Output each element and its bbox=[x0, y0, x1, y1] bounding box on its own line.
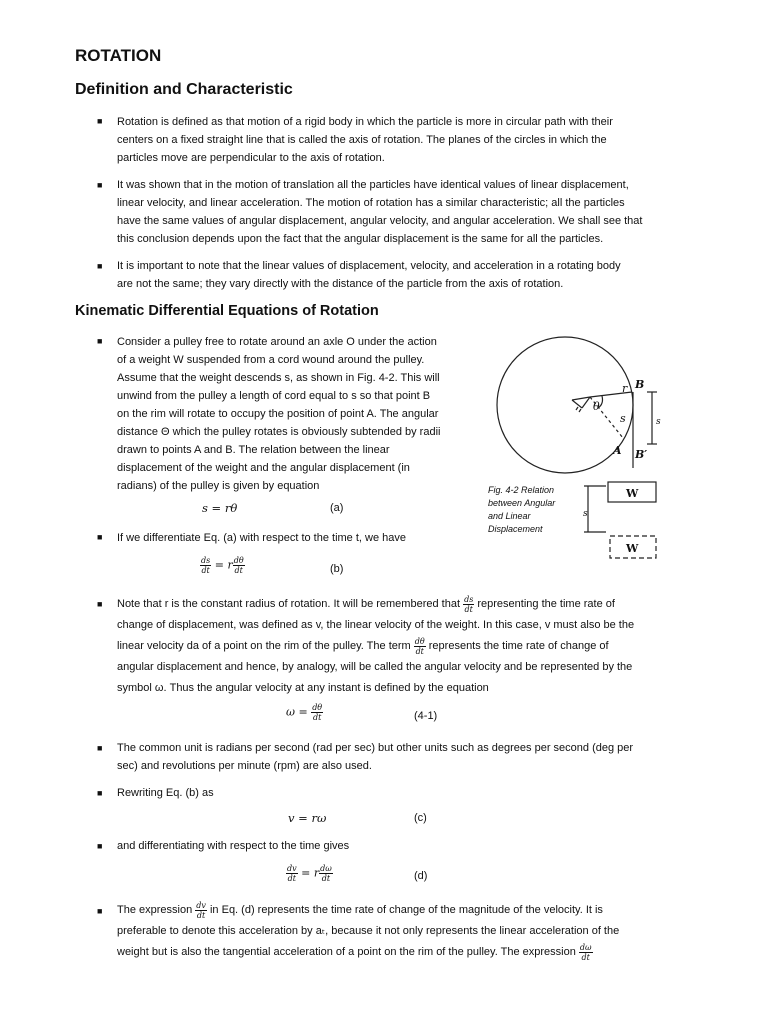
equation-d: $\frac{dv}{dt}$ = r $\frac{d\omega}{dt}$ bbox=[287, 864, 332, 883]
caption-line: and Linear bbox=[488, 511, 531, 521]
equation-4-1: ω = $\frac{d\theta}{dt}$ bbox=[286, 703, 323, 722]
section-heading-definition: Definition and Characteristic bbox=[75, 81, 293, 98]
text-line: radians) of the pulley is given by equation bbox=[117, 480, 320, 492]
equation-a-label: (a) bbox=[330, 502, 344, 514]
label-theta: θ bbox=[593, 400, 600, 413]
axle-support bbox=[572, 397, 590, 400]
text-line: Assume that the weight descends s, as shown in Fig. 4-2. This will bbox=[117, 372, 440, 384]
text-line: this conclusion depends upon the fact that the angular displacement is the same for all the particles. bbox=[117, 233, 604, 245]
text-line: of a weight W suspended from a cord wound around the pulley. bbox=[117, 354, 425, 366]
text-line: angular displacement and hence, by analogy, will be called the angular velocity and be represented by the bbox=[117, 661, 633, 673]
text-line: represents the time rate of change of bbox=[428, 640, 609, 652]
text-line: on the rim will rotate to occupy the position of point A. The angular bbox=[117, 408, 439, 420]
paragraph-definition bbox=[117, 113, 613, 167]
text-line: are not the same; they vary directly with the distance of the particle from the axis of rotation. bbox=[117, 278, 564, 290]
paragraph-rewriting: Rewriting Eq. (b) as bbox=[117, 787, 214, 799]
label-A: A bbox=[613, 444, 622, 457]
text-line: representing the time rate of bbox=[477, 598, 615, 610]
paragraph-note-radius: Note that r is the constant radius of rotation. It will be remembered that $\frac{ds}{dt}$ representing the time rate of change of displacement, was defined as v, the linear velocity of the weight. In this case, v must also be the linear velocity da of a point on the rim of the pulley. The term $\frac{d\theta}{dt}$ represents the time rate of change of angular displacement and hence, by analogy, will be called the angular velocity and be represented by the symbol ω. Thus the angular velocity at any instant is defined by the equation bbox=[117, 594, 634, 699]
equation-d-label: (d) bbox=[414, 870, 428, 882]
caption-line: Displacement bbox=[488, 524, 543, 534]
caption-line: between Angular bbox=[488, 498, 556, 508]
text-line: symbol ω. Thus the angular velocity at any instant is defined by the equation bbox=[117, 682, 489, 694]
text-line: in Eq. (d) represents the time rate of change of the magnitude of the velocity. It is bbox=[209, 904, 603, 916]
paragraph-pulley bbox=[117, 333, 440, 495]
text-line: distance Θ which the pulley rotates is obviously subtended by radii bbox=[117, 426, 441, 438]
page-title: ROTATION bbox=[75, 46, 162, 65]
paragraph-translation bbox=[117, 176, 642, 248]
bullet-marker: ■ bbox=[97, 906, 103, 916]
text-line: Rotation is defined as that motion of a rigid body in which the particle is more in circular path with their bbox=[117, 116, 613, 128]
text-line: change of displacement, was defined as v, the linear velocity of the weight. In this case, v must also be the bbox=[117, 619, 635, 631]
bullet-marker: ■ bbox=[97, 180, 103, 190]
label-r: r bbox=[622, 382, 628, 395]
text-line: linear velocity, and linear acceleration. The motion of rotation has a similar characteristic; all the particles bbox=[117, 197, 625, 209]
equation-b: $\frac{ds}{dt}$ = r $\frac{d\theta}{dt}$ bbox=[201, 556, 244, 575]
text-line: linear velocity da of a point on the rim of the pulley. The term bbox=[117, 640, 411, 652]
paragraph-differentiate: If we differentiate Eq. (a) with respect to the time t, we have bbox=[117, 532, 406, 544]
equation-a: s = rθ bbox=[202, 501, 238, 515]
label-B-prime: B′ bbox=[635, 448, 648, 461]
paragraph-differentiating: and differentiating with respect to the time gives bbox=[117, 840, 350, 852]
axle-hatch bbox=[576, 407, 578, 410]
figure-caption bbox=[488, 484, 555, 536]
bullet-marker: ■ bbox=[97, 841, 103, 851]
bullet-marker: ■ bbox=[97, 788, 103, 798]
text-line: have the same values of angular displacement, angular velocity, and angular acceleration. We shall see that bbox=[117, 215, 643, 227]
label-s-arc: s bbox=[620, 412, 626, 425]
bullet-marker: ■ bbox=[97, 336, 103, 346]
text-line: Consider a pulley free to rotate around an axle O under the action bbox=[117, 336, 437, 348]
text-line: preferable to denote this acceleration by aₜ, because it not only represents the linear acceleration of the bbox=[117, 925, 620, 937]
text-line: It is important to note that the linear values of displacement, velocity, and acceleration in a rotating body bbox=[117, 260, 621, 272]
bullet-marker: ■ bbox=[97, 261, 103, 271]
text-line: displacement of the weight and the angular displacement (in bbox=[117, 462, 410, 474]
text-line: Note that r is the constant radius of rotation. It will be remembered that bbox=[117, 598, 461, 610]
bullet-marker: ■ bbox=[97, 743, 103, 753]
equation-4-1-label: (4-1) bbox=[414, 710, 438, 722]
text-line: centers on a fixed straight line that is called the axis of rotation. The planes of the circles in which the bbox=[117, 134, 607, 146]
label-W-upper: W bbox=[626, 487, 639, 500]
label-B: B bbox=[635, 378, 645, 391]
text-line: weight but is also the tangential acceleration of a point on the rim of the pulley. The expression bbox=[117, 946, 576, 958]
text-line: particles move are perpendicular to the axis of rotation. bbox=[117, 152, 385, 164]
paragraph-units bbox=[117, 739, 633, 775]
equation-b-label: (b) bbox=[330, 563, 344, 575]
bullet-marker: ■ bbox=[97, 532, 103, 542]
bullet-marker: ■ bbox=[97, 116, 103, 126]
text-line: The expression bbox=[117, 904, 193, 916]
text-line: The common unit is radians per second (rad per sec) but other units such as degrees per second (deg per bbox=[117, 742, 634, 754]
label-W-lower: W bbox=[626, 542, 639, 555]
text-line: drawn to points A and B. The relation between the linear bbox=[117, 444, 390, 456]
equation-c-label: (c) bbox=[414, 812, 427, 824]
label-s-dim: s bbox=[656, 417, 661, 427]
text-line: unwind from the pulley a length of cord equal to s so that point B bbox=[117, 390, 431, 402]
paragraph-linear-values bbox=[117, 257, 621, 293]
caption-line: Fig. 4-2 Relation bbox=[488, 485, 555, 495]
text-line: sec) and revolutions per minute (rpm) are also used. bbox=[117, 760, 372, 772]
equation-c: v = rω bbox=[288, 811, 327, 825]
axle-support bbox=[572, 400, 582, 408]
axle-hatch bbox=[579, 409, 581, 412]
paragraph-expression: The expression $\frac{dv}{dt}$ in Eq. (d) represents the time rate of change of the magnitude of the velocity. It is preferable to denote this acceleration by aₜ, because it not only represents the linear acceleration of the weight but is also the tangential acceleration of a point on the rim of the pulley. The expression $\frac{d\omega}{dt}$ bbox=[117, 900, 620, 962]
bullet-marker: ■ bbox=[97, 599, 103, 609]
text-line: It was shown that in the motion of translation all the particles have identical values of linear displacement, bbox=[117, 179, 629, 191]
section-heading-kinematic: Kinematic Differential Equations of Rotation bbox=[75, 303, 379, 319]
label-s-lower: s bbox=[583, 509, 588, 519]
